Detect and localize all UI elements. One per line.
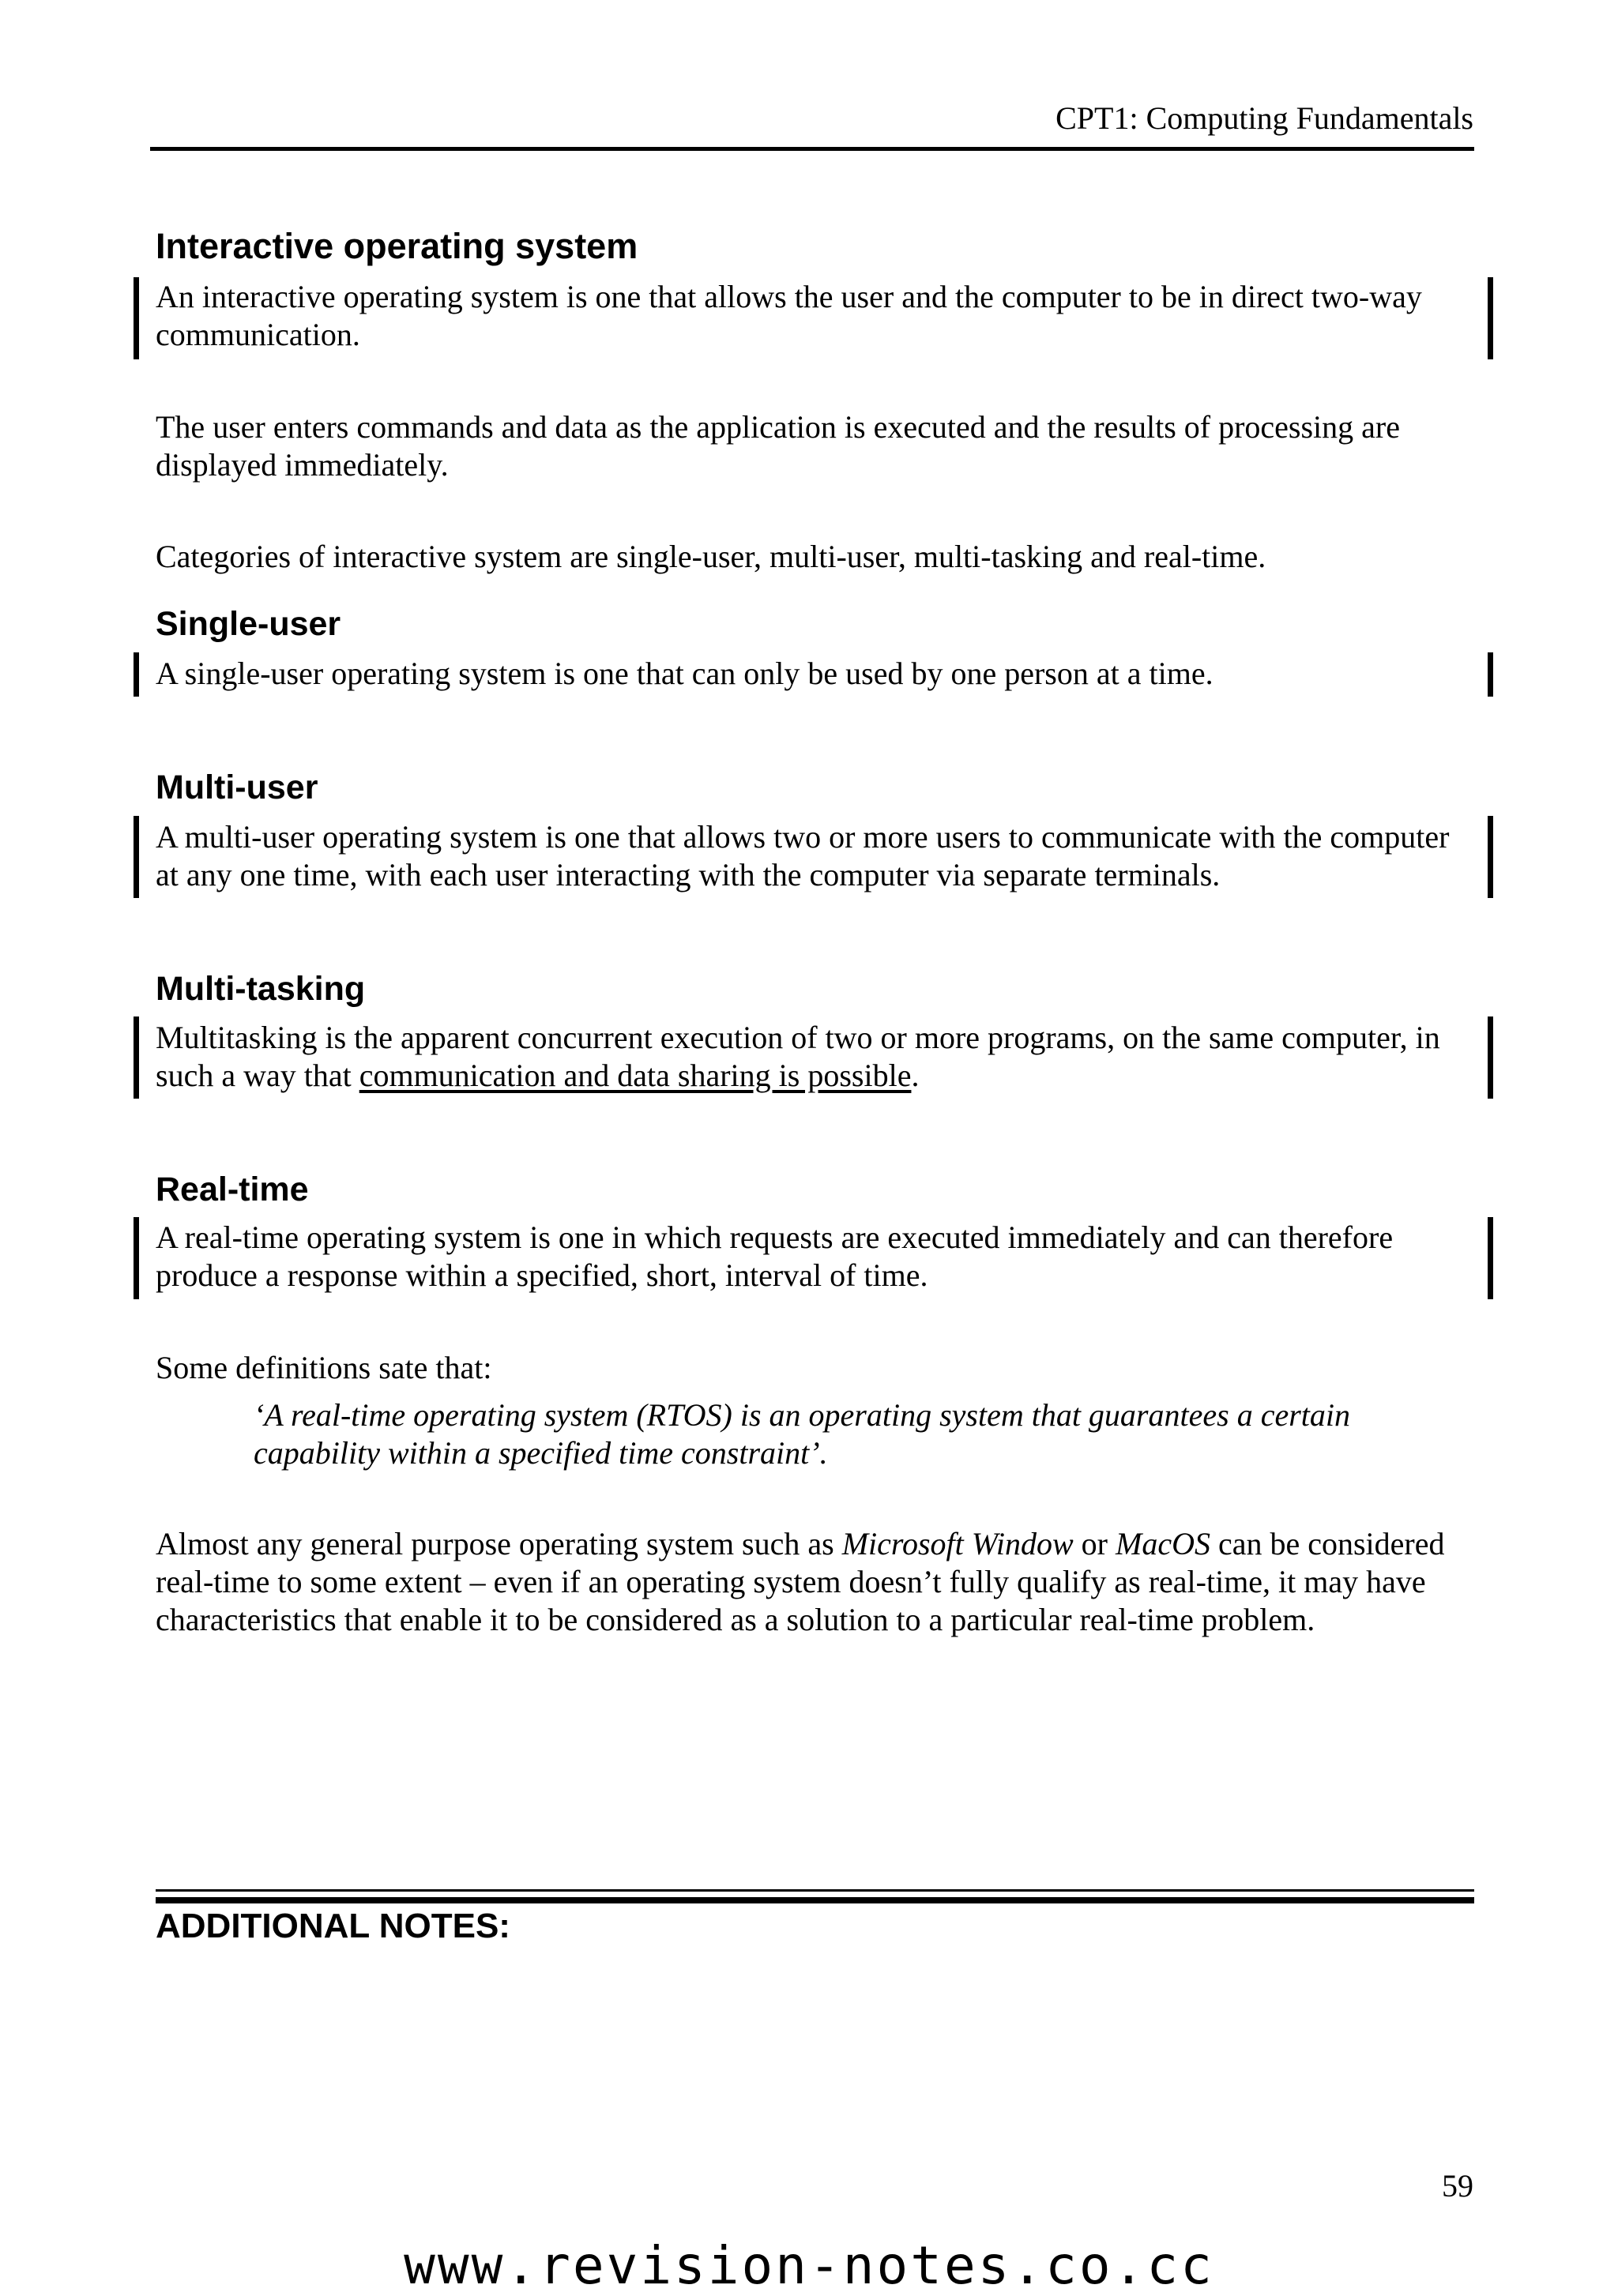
section-heading-single-user: Single-user bbox=[156, 605, 341, 643]
real-time-paragraph bbox=[156, 1525, 1477, 1639]
multi-user-definition: A multi-user operating system is one that allows two or more users to communicate with the computer at any one time, with each user interacting with the computer via separate terminals. bbox=[156, 819, 1450, 892]
change-bar-right bbox=[1488, 277, 1493, 359]
real-time-intro: Some definitions sate that: bbox=[156, 1350, 492, 1385]
real-time-paragraph-text: Almost any general purpose operating system such as bbox=[156, 1526, 842, 1561]
change-bar-left bbox=[134, 277, 139, 359]
underlined-phrase: communication and data sharing is possible bbox=[359, 1058, 912, 1093]
notes-rule-thick bbox=[156, 1897, 1474, 1903]
multi-tasking-text: Multitasking is the apparent concurrent execution of two or more programs, on the same computer, in such a way that bbox=[156, 1020, 1440, 1093]
real-time-paragraph-text: or bbox=[1073, 1526, 1116, 1561]
change-bar-right bbox=[1488, 1217, 1493, 1299]
interactive-paragraph-1: The user enters commands and data as the application is executed and the results of processing are displayed immediately. bbox=[156, 409, 1400, 483]
single-user-definition: A single-user operating system is one that can only be used by one person at a time. bbox=[156, 656, 1214, 691]
interactive-paragraph-2: Categories of interactive system are single-user, multi-user, multi-tasking and real-time. bbox=[156, 539, 1266, 574]
section-heading-multi-tasking: Multi-tasking bbox=[156, 970, 366, 1008]
change-bar-left bbox=[134, 1217, 139, 1299]
italic-term: Microsoft Window bbox=[841, 1526, 1074, 1561]
header-rule bbox=[150, 147, 1474, 151]
change-bar-right bbox=[1488, 1016, 1493, 1099]
multi-tasking-text-end: . bbox=[911, 1058, 920, 1093]
change-bar-left bbox=[134, 652, 139, 697]
section-heading-interactive: Interactive operating system bbox=[156, 226, 638, 266]
page-number: 59 bbox=[1442, 2168, 1473, 2204]
change-bar-right bbox=[1488, 816, 1493, 898]
real-time-definition: A real-time operating system is one in which requests are executed immediately and can therefore produce a response within a specified, short, interval of time. bbox=[156, 1219, 1394, 1293]
change-bar-left bbox=[134, 816, 139, 898]
additional-notes-heading: ADDITIONAL NOTES: bbox=[156, 1907, 510, 1945]
interactive-definition: An interactive operating system is one that allows the user and the computer to be in direct two-way communication. bbox=[156, 279, 1422, 352]
section-heading-multi-user: Multi-user bbox=[156, 768, 318, 806]
change-bar-left bbox=[134, 1016, 139, 1099]
watermark-url: www.revision-notes.co.cc bbox=[404, 2235, 1214, 2296]
italic-term: MacOS bbox=[1116, 1526, 1210, 1561]
multi-tasking-definition bbox=[156, 1019, 1477, 1095]
rtos-quote: ‘A real-time operating system (RTOS) is an operating system that guarantees a certain capability within a specified time constraint’. bbox=[254, 1397, 1350, 1471]
running-header: CPT1: Computing Fundamentals bbox=[1055, 100, 1473, 136]
section-heading-real-time: Real-time bbox=[156, 1171, 309, 1208]
change-bar-right bbox=[1488, 652, 1493, 697]
real-time-paragraph-text: can be considered real-time to some extent – even if an operating system doesn’t fully qualify as real-time, it may have characteristics that enable it to be considered as a solution to a particular real-time problem. bbox=[156, 1526, 1445, 1637]
notes-rule-thin bbox=[156, 1889, 1474, 1892]
